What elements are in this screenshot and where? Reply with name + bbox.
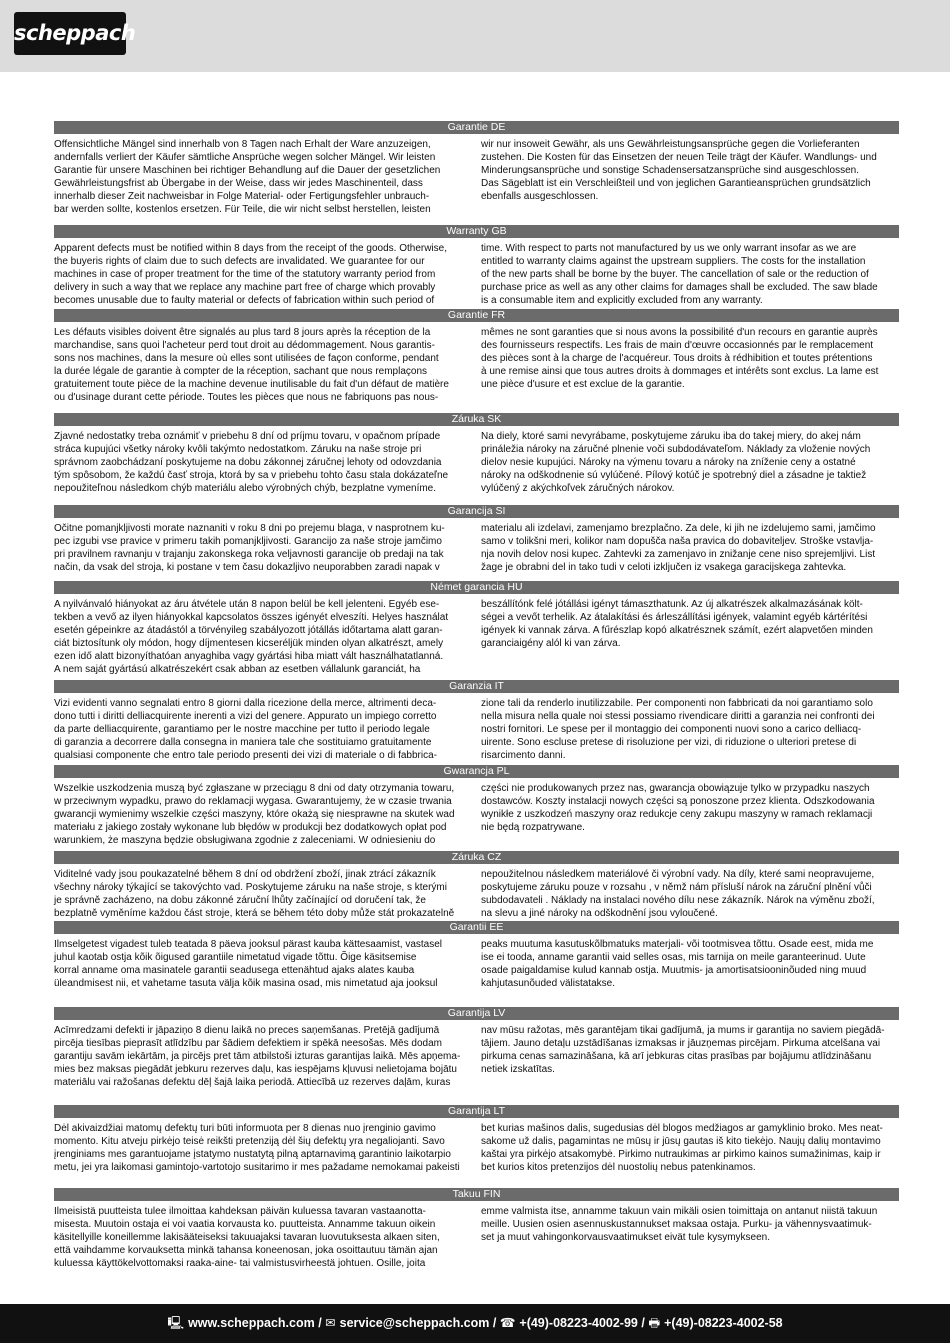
section-body [54,238,899,307]
warranty-section [54,121,899,216]
section-text-left: Zjavné nedostatky treba oznámiť v priebehu 8 dní od príjmu tovaru, v opačnom prípade stráca kupujúci všetky nároky kvôli takýmto nedostatkom. Záruku na naše stroje pri správnom zaobchádzaní poskytujeme na dobu zákonnej záručnej lehoty od odovzdania tým spôsobom, že každú časť stroja, ktorá by sa v priebehu tohto času stala dokázateľne nepoužiteľnou následkom chýb materiálu alebo výrobných chýb, bezplatne vymeníme. [54,431,449,494]
section-text-left: Les défauts visibles doivent être signalés au plus tard 8 jours après la réception de la marchandise, sans quoi l'acheteur perd tout droit au dédommagement. Nous garantis- sons nos machines, dans la mesure où elles sont utilisées de façon conforme, pendant la durée légale de garantie à compter de la réception, sachant que nous remplaçons gratuitement toute pièce de la machine devenue inutilisable du fait d'un défaut de matière ou d'usinage durant cette période. Toutes les pièces que nous ne fabriquons pas nous- [54,327,449,403]
fax-icon: 🖶 [648,1316,661,1330]
section-title: Garantii EE [54,921,899,934]
section-title: Gwarancja PL [54,765,899,778]
section-text-right: time. With respect to parts not manufactured by us we only warrant insofar as we are entitled to warranty claims against the upstream suppliers. The costs for the installation of the new parts shall be borne by the buyer. The cancellation of sale or the reduction of purchase price as well as any other claims for damages shall be excluded. The saw blade is a consumable item and explicitly excluded from any warranty. [481,243,878,306]
contact-footer [0,1304,950,1343]
warranty-section [54,851,899,920]
section-title: Garanzia IT [54,680,899,693]
phone-icon: ☎ [499,1316,516,1330]
section-text-left: Acīmredzami defekti ir jāpaziņo 8 dienu laikā no preces saņemšanas. Pretējā gadījumā pircēja tiesības pieprasīt atlīdzību par šādiem defektiem ir spēkā neesošas. Mēs dodam garantiju savām iekārtām, ja pircējs pret tām atbilstoši izturas garantijas laikā. Mēs apņema- mies bez maksas piegādāt jebkuru rezerves daļu, kas iespējams kļuvusi nelietojama bojātu materiālu vai ražošanas defektu dēļ šajā laika periodā. Attiecībā uz rezerves daļām, kuras [54,1025,461,1088]
section-text-right: nav mūsu ražotas, mēs garantējam tikai gadījumā, ja mums ir garantija no saviem piegādā- tājiem. Jauno detaļu uzstādīšanas izmaksas ir jāuzņemas pircējam. Pirkuma atcelšana vai pirkuma cenas samazināšana, kā arī jebkuras citas prasības par bojājumu atlīdzināšanu netiek izskatītas. [481,1025,885,1075]
warranty-section [54,680,899,762]
footer-separator: / [489,1316,500,1330]
section-text-right: peaks muutuma kasutuskõlbmatuks materjali- või tootmisvea tõttu. Osade eest, mida me ise ei tooda, anname garantii vaid selles osas, mis tarnija on meile garanteerinud. Uute osade paigaldamise kulud kannab ostja. Muutmis- ja amortisatsiooninõuded ning muud kahjutasunõuded välistatakse. [481,939,874,989]
section-body [54,594,899,676]
warranty-section [54,765,899,847]
section-text-right: bet kurias mašinos dalis, sugedusias dėl blogos medžiagos ar gamyklinio broko. Mes neat- sakome už dalis, pagamintas ne mūsų ir jūsų gautas iš kito tiekėjo. Naujų dalių montavimo kaštai yra pirkėjo atsakomybė. Pirkimo nutraukimas ar pirkimo kainos sumažinimas, kaip ir bet kurios kitos pretenzijos dėl nuostolių nebus patenkinamos. [481,1123,883,1173]
section-text-left: Dėl akivaizdžiai matomų defektų turi būti informuota per 8 dienas nuo įrenginio gavimo momento. Kitu atveju pirkėjo teisė reikšti pretenziją dėl šių defektų yra negaliojanti. Savo įrenginiams mes garantuojame įstatymo nustatytą pilną aptarnavimą garantinio laikotarpio metu, jei yra laikomasi gamintojo-vartotojo susitarimo ir mes pažadame nemokamai pakeisti [54,1123,460,1173]
section-title: Német garancia HU [54,581,899,594]
section-body [54,426,899,495]
warranty-section [54,1105,899,1174]
section-body [54,322,899,404]
section-title: Takuu FIN [54,1188,899,1201]
section-text-left: Ilmselgetest vigadest tuleb teatada 8 päeva jooksul pärast kauba kättesaamist, vastasel juhul kaotab ostja kõik õigused garantiile nimetatud vigade tõttu. Õige käsitsemise korral anname oma masinatele garantii seadusega ettenähtud ajaks alates kauba üleandmisest nii, et vahetame tasuta välja kõik masina osad, mis nimetatud aja jooksul [54,939,443,989]
section-text-left: A nyilvánvaló hiányokat az áru átvétele után 8 napon belül be kell jelenteni. Egyéb ese- tekben a vevő az ilyen hiányokkal kapcsolatos összes igényét elveszíti. Helyes használat esetén gépeinkre az átadástól a törvényileg szabályozott jótállás időtartama alatt garan- ciát biztosítunk oly módon, hogy díjmentesen kicseréljük minden olyan alkatrészt, amely ezen idő alatt bizonyíthatóan anyaghiba vagy gyártási hiba miatt vált használhatatlanná. A nem saját gyártású alkatrészekért csak abban az esetben vállalunk garanciát, ha [54,599,449,675]
warranty-section [54,413,899,495]
section-body [54,1201,899,1270]
footer-website[interactable]: www.scheppach.com [188,1316,315,1330]
warranty-section [54,1007,899,1089]
section-text-right: mêmes ne sont garanties que si nous avons la possibilité d'un recours en garantie auprès des fournisseurs respectifs. Les frais de main d'œuvre occasionnés par le remplacement des pièces sont à la charge de l'acquéreur. Tous droits à rédhibition et toutes prétentions à une remise ainsi que tous autres droits à dommages et intérêts sont exclus. La lame est une pièce d'usure et est exclue de la garantie. [481,327,879,390]
section-title: Garantie DE [54,121,899,134]
warranty-section [54,1188,899,1270]
warranty-section [54,505,899,574]
computer-icon: 🖳 [167,1316,185,1330]
section-text-left: Viditelné vady jsou poukazatelné během 8 dní od obdržení zboží, jinak ztrácí zákazník všechny nároky týkající se takovýchto vad. Poskytujeme záruku na naše stroje, s kterými je správně zacházeno, na dobu zákonné záruční lhůty začínající od doručení tak, že bezplatně vyměníme každou část stroje, která se během této doby může stát prokazatelně [54,869,455,919]
section-title: Garantija LT [54,1105,899,1118]
warranty-section [54,581,899,676]
section-body [54,864,899,920]
section-body [54,1118,899,1174]
warranty-section [54,921,899,990]
warranty-section [54,225,899,307]
section-title: Záruka SK [54,413,899,426]
envelope-icon: ✉ [325,1316,336,1330]
footer-separator: / [637,1316,649,1330]
section-title: Záruka CZ [54,851,899,864]
section-text-right: wir nur insoweit Gewähr, als uns Gewährleistungsansprüche gegen die Vorlieferanten zustehen. Die Kosten für das Einsetzen der neuen Teile trägt der Käufer. Wandlungs- und Minderungsansprüche und sonstige Schadensersatzansprüche sind ausgeschlossen. Das Sägeblatt ist ein Verschleißteil und von jeglichen Garantieansprüchen grundsätzlich ebenfalls ausgeschlossen. [481,139,877,202]
section-title: Garantie FR [54,309,899,322]
section-body [54,134,899,216]
section-text-right: nepoužitelnou následkem materiálové či výrobní vady. Na díly, které sami neopravujeme, poskytujeme záruku pouze v rozsahu , v němž nám přísluší nárok na záruční plnění vůči subdodavateli . Náklady na instalaci nového dílu nese zákazník. Nárok na výměnu zboží, na slevu a jiné nároky na odškodnění jsou vyloučené. [481,869,875,919]
section-text-left: Očitne pomanjkljivosti morate naznaniti v roku 8 dni po prejemu blaga, v nasprotnem ku- pec izgubi vse pravice v primeru takih pomanjkljivosti. Garancijo za naše stroje jamčimo pri pravilnem ravnanju v trajanju zakonskega roka veljavnosti garancije ob predaji na tak način, da vsak del stroja, ki postane v tem času dokazljivo neuporabben zaradi napak v [54,523,445,573]
section-body [54,934,899,990]
footer-phone: +(49)-08223-4002-99 [519,1316,638,1330]
section-text-right: beszállítónk felé jótállási igényt támaszthatunk. Az új alkatrészek alkalmazásának költ- ségei a vevőt terhelik. Az átalakítási és árleszállítási igények, valamint egyéb kártérítési igények ki vannak zárva. A fűrészlap kopó alkatrésznek számít, ezért alapvetően minden garanciaigény alól ki van zárva. [481,599,873,649]
section-text-left: Offensichtliche Mängel sind innerhalb von 8 Tagen nach Erhalt der Ware anzuzeigen, andernfalls verliert der Käufer sämtliche Ansprüche wegen solcher Mängel. Wir leisten Garantie für unsere Maschinen bei richtiger Behandlung auf die Dauer der gesetzlichen Gewährleistungsfrist ab Übergabe in der Weise, dass wir jedes Maschinenteil, dass innerhalb dieser Zeit nachweisbar in Folge Material- oder Fertigungsfehler unbrauch- bar werden sollte, kostenlos ersetzen. Für Teile, die wir nicht selbst herstellen, leisten [54,139,441,215]
section-title: Warranty GB [54,225,899,238]
section-text-left: Apparent defects must be notified within 8 days from the receipt of the goods. Otherwise, the buyeris rights of claim due to such defects are invalidated. We guarantee for our machines in case of proper treatment for the time of the statutory warranty period from delivery in such a way that we replace any machine part free of charge which provably becomes unusable due to faulty material or defects of fabrication within such period of [54,243,447,306]
section-text-left: Vizi evidenti vanno segnalati entro 8 giorni dalla ricezione della merce, altrimenti deca- dono tutti i diritti delliacquirente inerenti a vizi del genere. Appurato un impiego corretto da parte delliacquirente, garantiamo per le nostre macchine per tutto il periodo legale di garanzia a decorrere dalla consegna in maniera tale che sostituiamo gratuitamente qualsiasi componente che entro tale periodo presenti dei vizi di materiale o di fabbrica- [54,698,437,761]
section-title: Garancija SI [54,505,899,518]
footer-email[interactable]: service@scheppach.com [339,1316,490,1330]
section-text-left: Ilmeisistä puutteista tulee ilmoittaa kahdeksan päivän kuluessa tavaran vastaanotta- misesta. Muutoin ostaja ei voi vaatia korvausta ko. puutteista. Annamme takuun oikein käsitellyille koneillemme lakisääteiseksi takuuajaksi tavaran luovutuksesta alkaen siten, että vaihdamme korvauksetta minkä tahansa koneenosan, joka osoittautuu tämän ajan kuluessa käyttökelvottomaksi raaka-aine- tai valmistusvirheestä johtuen. Osille, joita [54,1206,440,1269]
warranty-section [54,309,899,404]
section-body [54,693,899,762]
section-text-right: Na diely, ktoré sami nevyrábame, poskytujeme záruku iba do takej miery, do akej nám prináležia nároky na záručné plnenie voči subdodávateľom. Náklady za vloženie nových dielov nesie kupujúci. Nároky na výmenu tovaru a nároky na zníženie ceny a ostatné nároky na odškodnenie sú vylúčené. Pílový kotúč je spotrebný diel a zásadne je taktiež vylúčený z akýchkoľvek záručných nárokov. [481,431,871,494]
section-text-right: emme valmista itse, annamme takuun vain mikäli osien toimittaja on antanut niistä takuun meille. Uusien osien asennuskustannukset maksaa ostaja. Purku- ja vähennysvaatimuk- set ja muut vahingonkorvausvaatimukset eivät tule kysymykseen. [481,1206,878,1243]
scheppach-logo: scheppach [14,12,126,55]
footer-separator: / [314,1316,326,1330]
section-text-right: zione tali da renderlo inutilizzabile. Per componenti non fabbricati da noi garantiamo solo nella misura nella quale noi stessi possiamo rivendicare diritti a garanzia nei confronti dei nostri fornitori. Le spese per il montaggio dei componenti nuovi sono a carico delliacq- uirente. Sono escluse pretese di risoluzione per vizi, di riduzione o ulteriori pretese di risarcimento danni. [481,698,875,761]
section-text-left: Wszelkie uszkodzenia muszą być zgłaszane w przeciągu 8 dni od daty otrzymania towaru, w przeciwnym wypadku, prawo do reklamacji wygasa. Gwarantujemy, że w czasie trwania gwarancji wymienimy wszelkie części maszyny, które okażą się niesprawne na skutek wad materiału z jakiego zostały wykonane lub błędów w produkcji bez dodatkowych opłat pod warunkiem, że maszyna będzie obsługiwana zgodnie z zaleceniami. W odniesieniu do [54,783,455,846]
section-body [54,778,899,847]
header-bar [0,0,950,72]
section-body [54,518,899,574]
section-text-right: materialu ali izdelavi, zamenjamo brezplačno. Za dele, ki jih ne izdelujemo sami, jamčimo samo v tolikšni meri, kolikor nam dopušča naša pravica do dobaviteljev. Stroške vstavlja- nja novih delov nosi kupec. Zahtevki za zamenjavo in znižanje cene niso sprejemljivi. List žage je obrabni del in tako tudi v celoti izključen iz vsakega garacijskega zahtevka. [481,523,876,573]
section-title: Garantija LV [54,1007,899,1020]
footer-fax: +(49)-08223-4002-58 [664,1316,783,1330]
section-text-right: części nie produkowanych przez nas, gwarancja obowiązuje tylko w przypadku naszych dostawców. Koszty instalacji nowych części są ponoszone przez klienta. Odszkodowania wynikłe z uszkodzeń maszyny oraz redukcje ceny zakupu maszyny w ramach reklamacji nie będą rozpatrywane. [481,783,875,833]
section-body [54,1020,899,1089]
